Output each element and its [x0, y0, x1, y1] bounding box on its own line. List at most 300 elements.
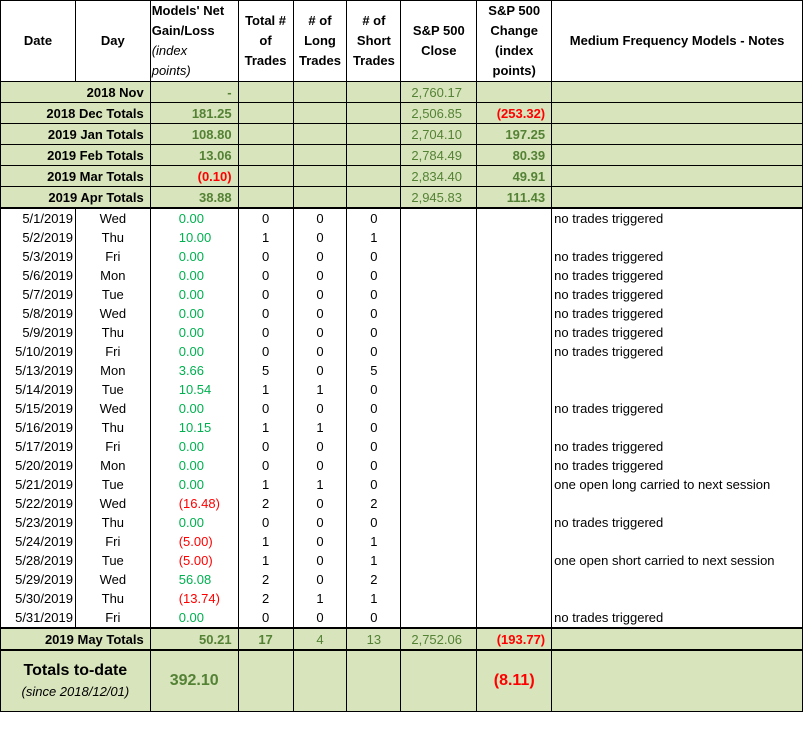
day-date: 5/28/2019 [1, 551, 76, 570]
month-sp500-close: 2,506.85 [401, 103, 477, 124]
day-net-gain: 0.00 [150, 456, 238, 475]
day-sp500-change [477, 608, 552, 628]
header-gain-line3: (index [151, 43, 188, 58]
day-long-trades: 0 [293, 494, 347, 513]
totals-to-date-long [293, 650, 347, 712]
day-long-trades: 0 [293, 208, 347, 228]
day-total-trades: 0 [238, 208, 293, 228]
daily-row [1, 570, 803, 589]
totals-to-date-title: Totals to-date [23, 662, 128, 679]
day-sp500-close [401, 437, 477, 456]
month-short-trades [347, 166, 401, 187]
day-note [552, 532, 803, 551]
day-total-trades: 0 [238, 399, 293, 418]
month-long-trades [293, 187, 347, 209]
day-long-trades: 0 [293, 456, 347, 475]
day-sp500-close [401, 266, 477, 285]
day-sp500-change [477, 437, 552, 456]
day-weekday: Mon [75, 361, 150, 380]
month-sp500-change: 111.43 [477, 187, 552, 209]
day-weekday: Fri [75, 608, 150, 628]
daily-row [1, 361, 803, 380]
day-short-trades: 0 [347, 437, 401, 456]
day-total-trades: 0 [238, 285, 293, 304]
day-short-trades: 0 [347, 399, 401, 418]
day-net-gain: 0.00 [150, 323, 238, 342]
month-total-trades [238, 103, 293, 124]
day-date: 5/3/2019 [1, 247, 76, 266]
day-note: no trades triggered [552, 285, 803, 304]
day-long-trades: 0 [293, 342, 347, 361]
day-sp500-change [477, 418, 552, 437]
daily-row [1, 285, 803, 304]
day-note [552, 418, 803, 437]
day-net-gain: 0.00 [150, 266, 238, 285]
may-totals-short: 13 [347, 628, 401, 650]
day-short-trades: 0 [347, 475, 401, 494]
day-date: 5/14/2019 [1, 380, 76, 399]
month-long-trades [293, 103, 347, 124]
totals-to-date-sp500-change: (8.11) [477, 650, 552, 712]
day-short-trades: 2 [347, 570, 401, 589]
header-date-label: Date [23, 33, 53, 48]
month-long-trades [293, 145, 347, 166]
header-long-trades [293, 1, 347, 82]
header-close-line1: S&P 500 [412, 23, 465, 38]
day-net-gain: 10.54 [150, 380, 238, 399]
day-total-trades: 0 [238, 513, 293, 532]
month-label: 2018 Dec Totals [1, 103, 151, 124]
month-label: 2019 Mar Totals [1, 166, 151, 187]
month-net-gain: 181.25 [150, 103, 238, 124]
day-net-gain: 3.66 [150, 361, 238, 380]
day-total-trades: 0 [238, 247, 293, 266]
may-totals-sp500-close: 2,752.06 [401, 628, 477, 650]
day-weekday: Tue [75, 380, 150, 399]
day-short-trades: 1 [347, 551, 401, 570]
monthly-summary-row [1, 166, 803, 187]
month-total-trades [238, 82, 293, 103]
day-total-trades: 1 [238, 532, 293, 551]
day-net-gain: 0.00 [150, 304, 238, 323]
totals-to-date-subtitle: (since 2018/12/01) [21, 684, 130, 699]
day-weekday: Wed [75, 399, 150, 418]
day-date: 5/29/2019 [1, 570, 76, 589]
day-net-gain: (16.48) [150, 494, 238, 513]
daily-row [1, 304, 803, 323]
day-total-trades: 0 [238, 342, 293, 361]
header-day [75, 1, 150, 82]
daily-row [1, 228, 803, 247]
day-long-trades: 1 [293, 418, 347, 437]
month-short-trades [347, 145, 401, 166]
day-sp500-close [401, 513, 477, 532]
day-sp500-close [401, 228, 477, 247]
header-gain-line4: points) [151, 63, 191, 78]
day-short-trades: 0 [347, 342, 401, 361]
month-long-trades [293, 124, 347, 145]
day-note: no trades triggered [552, 208, 803, 228]
header-notes [552, 1, 803, 82]
day-sp500-change [477, 304, 552, 323]
day-sp500-close [401, 418, 477, 437]
day-sp500-change [477, 532, 552, 551]
day-sp500-change [477, 399, 552, 418]
day-long-trades: 0 [293, 266, 347, 285]
day-short-trades: 2 [347, 494, 401, 513]
day-date: 5/24/2019 [1, 532, 76, 551]
totals-to-date-short [347, 650, 401, 712]
header-long-line1: # of [308, 13, 332, 28]
month-label: 2018 Nov [1, 82, 151, 103]
month-long-trades [293, 166, 347, 187]
header-short-line3: Trades [352, 53, 395, 68]
month-net-gain: (0.10) [150, 166, 238, 187]
may-totals-long: 4 [293, 628, 347, 650]
day-short-trades: 0 [347, 418, 401, 437]
day-note [552, 361, 803, 380]
day-weekday: Fri [75, 437, 150, 456]
daily-row [1, 589, 803, 608]
day-sp500-close [401, 608, 477, 628]
day-sp500-close [401, 285, 477, 304]
month-sp500-close: 2,834.40 [401, 166, 477, 187]
header-gain [150, 1, 238, 82]
day-date: 5/16/2019 [1, 418, 76, 437]
day-short-trades: 0 [347, 513, 401, 532]
day-long-trades: 0 [293, 551, 347, 570]
monthly-summary-row [1, 124, 803, 145]
day-weekday: Wed [75, 304, 150, 323]
day-short-trades: 0 [347, 208, 401, 228]
day-note: no trades triggered [552, 456, 803, 475]
header-sp500-change [477, 1, 552, 82]
day-short-trades: 0 [347, 285, 401, 304]
day-sp500-change [477, 513, 552, 532]
day-note: no trades triggered [552, 437, 803, 456]
day-net-gain: 0.00 [150, 247, 238, 266]
day-total-trades: 0 [238, 456, 293, 475]
day-long-trades: 0 [293, 437, 347, 456]
day-note: no trades triggered [552, 266, 803, 285]
day-short-trades: 1 [347, 228, 401, 247]
day-short-trades: 5 [347, 361, 401, 380]
daily-row [1, 456, 803, 475]
daily-row [1, 475, 803, 494]
day-long-trades: 1 [293, 589, 347, 608]
month-sp500-close: 2,945.83 [401, 187, 477, 209]
day-sp500-close [401, 570, 477, 589]
daily-row [1, 380, 803, 399]
monthly-summary-row [1, 82, 803, 103]
day-total-trades: 2 [238, 589, 293, 608]
day-long-trades: 1 [293, 380, 347, 399]
day-sp500-close [401, 494, 477, 513]
day-total-trades: 0 [238, 304, 293, 323]
day-net-gain: 0.00 [150, 475, 238, 494]
day-net-gain: 0.00 [150, 342, 238, 361]
daily-row [1, 342, 803, 361]
header-change-line2: Change [490, 23, 539, 38]
day-short-trades: 0 [347, 456, 401, 475]
day-net-gain: 10.00 [150, 228, 238, 247]
day-weekday: Tue [75, 475, 150, 494]
header-day-label: Day [100, 33, 125, 48]
header-short-line1: # of [362, 13, 386, 28]
day-long-trades: 1 [293, 475, 347, 494]
day-note: one open short carried to next session [552, 551, 803, 570]
day-date: 5/30/2019 [1, 589, 76, 608]
daily-row [1, 513, 803, 532]
day-note: no trades triggered [552, 247, 803, 266]
header-short-trades [347, 1, 401, 82]
month-total-trades [238, 124, 293, 145]
month-total-trades [238, 166, 293, 187]
day-total-trades: 1 [238, 418, 293, 437]
day-note [552, 570, 803, 589]
day-note: no trades triggered [552, 608, 803, 628]
month-net-gain: 108.80 [150, 124, 238, 145]
day-note: no trades triggered [552, 342, 803, 361]
day-sp500-change [477, 361, 552, 380]
day-weekday: Fri [75, 532, 150, 551]
day-date: 5/17/2019 [1, 437, 76, 456]
daily-row [1, 494, 803, 513]
month-short-trades [347, 103, 401, 124]
daily-row [1, 399, 803, 418]
may-totals-trades: 17 [238, 628, 293, 650]
day-sp500-close [401, 247, 477, 266]
day-short-trades: 0 [347, 304, 401, 323]
header-close-line2: Close [421, 43, 457, 58]
day-date: 5/13/2019 [1, 361, 76, 380]
month-sp500-close: 2,704.10 [401, 124, 477, 145]
month-short-trades [347, 187, 401, 209]
day-weekday: Tue [75, 285, 150, 304]
day-net-gain: 0.00 [150, 399, 238, 418]
day-short-trades: 1 [347, 589, 401, 608]
day-long-trades: 0 [293, 608, 347, 628]
day-weekday: Mon [75, 456, 150, 475]
day-date: 5/8/2019 [1, 304, 76, 323]
day-sp500-close [401, 342, 477, 361]
day-net-gain: (13.74) [150, 589, 238, 608]
month-sp500-close: 2,784.49 [401, 145, 477, 166]
day-weekday: Thu [75, 418, 150, 437]
day-note: one open long carried to next session [552, 475, 803, 494]
month-long-trades [293, 82, 347, 103]
totals-to-date-trades [238, 650, 293, 712]
day-sp500-change [477, 475, 552, 494]
day-short-trades: 0 [347, 608, 401, 628]
day-short-trades: 0 [347, 247, 401, 266]
day-long-trades: 0 [293, 228, 347, 247]
header-long-line3: Trades [299, 53, 341, 68]
monthly-summary-row [1, 103, 803, 124]
month-note [552, 82, 803, 103]
day-date: 5/31/2019 [1, 608, 76, 628]
day-sp500-close [401, 208, 477, 228]
month-total-trades [238, 145, 293, 166]
day-long-trades: 0 [293, 399, 347, 418]
day-note: no trades triggered [552, 513, 803, 532]
header-total-line1: Total # [245, 13, 287, 28]
day-sp500-change [477, 228, 552, 247]
month-label: 2019 Apr Totals [1, 187, 151, 209]
day-date: 5/7/2019 [1, 285, 76, 304]
daily-row [1, 208, 803, 228]
day-weekday: Thu [75, 589, 150, 608]
monthly-summary-row [1, 145, 803, 166]
day-total-trades: 1 [238, 551, 293, 570]
header-total-line3: Trades [244, 53, 287, 68]
month-net-gain: - [150, 82, 238, 103]
day-sp500-change [477, 285, 552, 304]
month-label: 2019 Jan Totals [1, 124, 151, 145]
day-sp500-close [401, 456, 477, 475]
header-sp500-close [401, 1, 477, 82]
day-weekday: Thu [75, 513, 150, 532]
day-total-trades: 2 [238, 494, 293, 513]
day-note [552, 589, 803, 608]
day-weekday: Fri [75, 247, 150, 266]
month-note [552, 166, 803, 187]
header-date [1, 1, 76, 82]
day-weekday: Wed [75, 494, 150, 513]
day-sp500-close [401, 399, 477, 418]
day-net-gain: 0.00 [150, 513, 238, 532]
month-total-trades [238, 187, 293, 209]
day-date: 5/23/2019 [1, 513, 76, 532]
day-note: no trades triggered [552, 304, 803, 323]
day-weekday: Thu [75, 228, 150, 247]
day-sp500-close [401, 323, 477, 342]
day-long-trades: 0 [293, 513, 347, 532]
day-weekday: Thu [75, 323, 150, 342]
day-date: 5/10/2019 [1, 342, 76, 361]
month-note [552, 124, 803, 145]
day-note: no trades triggered [552, 399, 803, 418]
day-long-trades: 0 [293, 247, 347, 266]
day-weekday: Fri [75, 342, 150, 361]
daily-row [1, 437, 803, 456]
day-date: 5/20/2019 [1, 456, 76, 475]
header-long-line2: Long [304, 33, 336, 48]
month-sp500-change: (253.32) [477, 103, 552, 124]
day-long-trades: 0 [293, 570, 347, 589]
day-weekday: Tue [75, 551, 150, 570]
month-sp500-change: 80.39 [477, 145, 552, 166]
header-notes-label: Medium Frequency Models - Notes [569, 33, 785, 48]
day-net-gain: 0.00 [150, 437, 238, 456]
day-sp500-change [477, 342, 552, 361]
daily-row [1, 247, 803, 266]
day-note: no trades triggered [552, 323, 803, 342]
day-total-trades: 1 [238, 228, 293, 247]
day-long-trades: 0 [293, 285, 347, 304]
day-short-trades: 1 [347, 532, 401, 551]
month-note [552, 103, 803, 124]
day-sp500-change [477, 380, 552, 399]
month-net-gain: 13.06 [150, 145, 238, 166]
daily-row [1, 608, 803, 628]
day-short-trades: 0 [347, 323, 401, 342]
day-sp500-close [401, 532, 477, 551]
month-net-gain: 38.88 [150, 187, 238, 209]
month-note [552, 145, 803, 166]
day-sp500-change [477, 589, 552, 608]
day-total-trades: 0 [238, 323, 293, 342]
day-short-trades: 0 [347, 266, 401, 285]
day-net-gain: 0.00 [150, 608, 238, 628]
day-sp500-change [477, 208, 552, 228]
daily-row [1, 323, 803, 342]
day-total-trades: 0 [238, 266, 293, 285]
month-sp500-change: 197.25 [477, 124, 552, 145]
month-sp500-close: 2,760.17 [401, 82, 477, 103]
may-totals-sp500-change: (193.77) [477, 628, 552, 650]
day-sp500-close [401, 304, 477, 323]
month-sp500-change [477, 82, 552, 103]
day-note [552, 494, 803, 513]
day-long-trades: 0 [293, 361, 347, 380]
day-sp500-change [477, 551, 552, 570]
header-change-line1: S&P 500 [488, 3, 541, 18]
totals-to-date-note [552, 650, 803, 712]
header-change-line4: points) [492, 63, 536, 78]
totals-to-date-label [1, 650, 151, 712]
month-sp500-change: 49.91 [477, 166, 552, 187]
day-date: 5/6/2019 [1, 266, 76, 285]
day-sp500-close [401, 475, 477, 494]
day-date: 5/9/2019 [1, 323, 76, 342]
day-date: 5/22/2019 [1, 494, 76, 513]
day-sp500-close [401, 589, 477, 608]
may-totals-net-gain: 50.21 [150, 628, 238, 650]
day-total-trades: 2 [238, 570, 293, 589]
day-date: 5/15/2019 [1, 399, 76, 418]
day-net-gain: 0.00 [150, 208, 238, 228]
may-totals-row [1, 628, 803, 650]
day-net-gain: 10.15 [150, 418, 238, 437]
header-total-line2: of [259, 33, 272, 48]
day-sp500-close [401, 551, 477, 570]
day-net-gain: 56.08 [150, 570, 238, 589]
totals-to-date-row [1, 650, 803, 712]
day-total-trades: 1 [238, 475, 293, 494]
day-short-trades: 0 [347, 380, 401, 399]
day-total-trades: 5 [238, 361, 293, 380]
may-totals-note [552, 628, 803, 650]
day-weekday: Wed [75, 208, 150, 228]
month-short-trades [347, 124, 401, 145]
day-long-trades: 0 [293, 304, 347, 323]
day-sp500-change [477, 266, 552, 285]
daily-row [1, 551, 803, 570]
day-date: 5/21/2019 [1, 475, 76, 494]
day-total-trades: 0 [238, 437, 293, 456]
day-weekday: Mon [75, 266, 150, 285]
header-short-line2: Short [356, 33, 391, 48]
day-sp500-change [477, 247, 552, 266]
daily-row [1, 266, 803, 285]
day-long-trades: 0 [293, 323, 347, 342]
may-totals-label: 2019 May Totals [1, 628, 151, 650]
day-weekday: Wed [75, 570, 150, 589]
day-total-trades: 1 [238, 380, 293, 399]
monthly-summary-row [1, 187, 803, 209]
day-net-gain: (5.00) [150, 551, 238, 570]
